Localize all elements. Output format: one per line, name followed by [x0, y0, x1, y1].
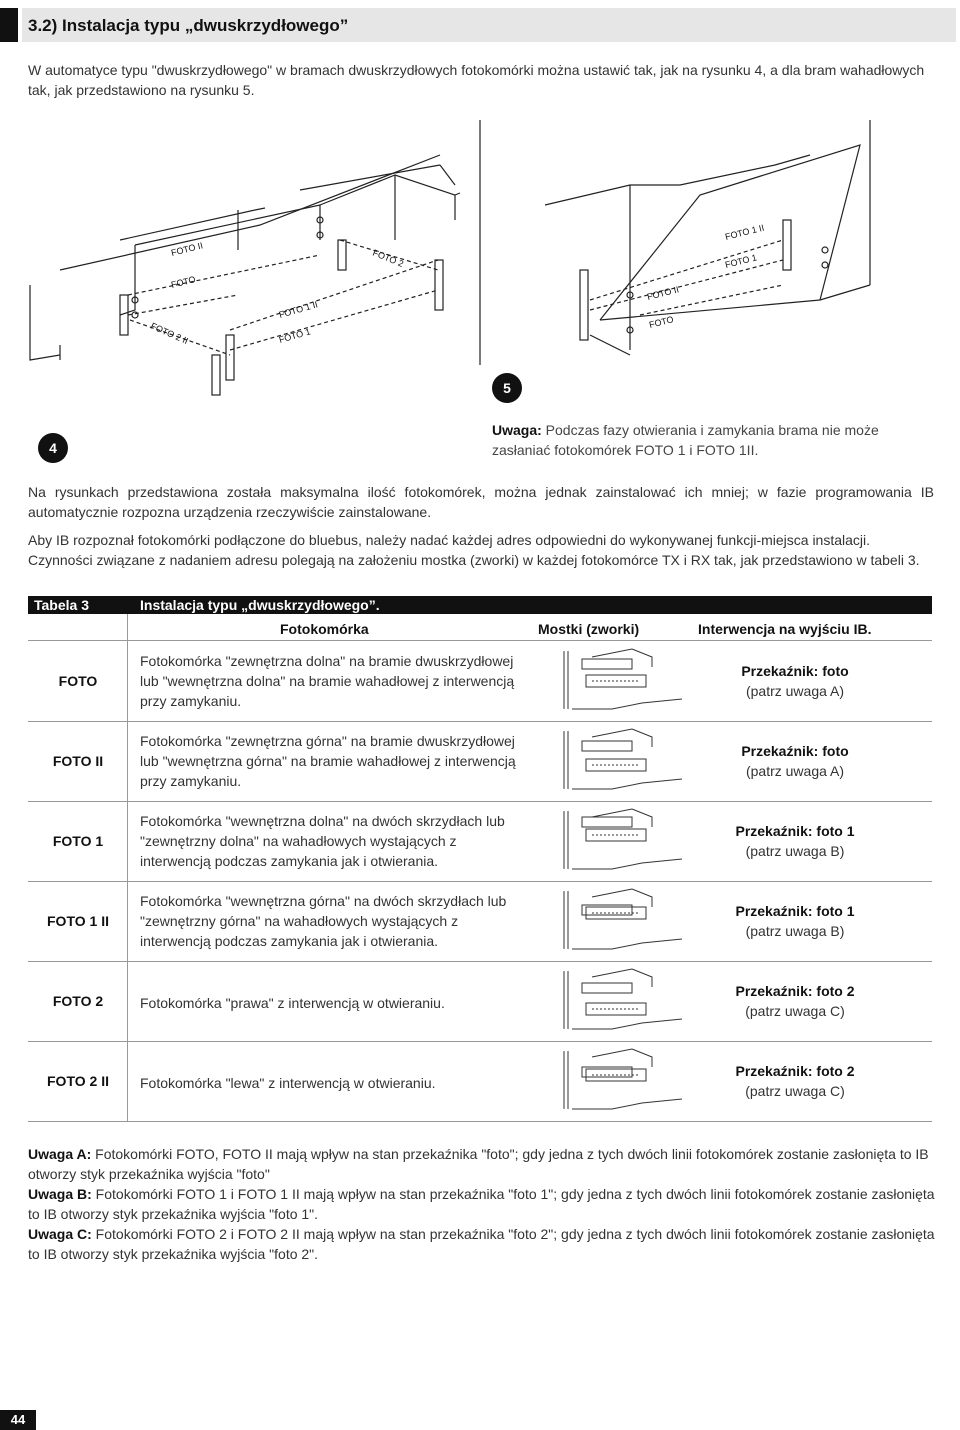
fig5-label-foto-1-ii: FOTO 1 II — [724, 222, 766, 242]
jumper-diagram — [552, 807, 692, 877]
body-paragraph-1: Na rysunkach przedstawiona została maksymalna ilość fotokomórek, można jednak zainstalować ich mniej; w fazie programowania IB automatycznie rozpozna urządzenia rzeczywiście zainstalowane. — [28, 484, 934, 520]
col-header-photocell: Fotokomórka — [280, 621, 369, 637]
note-c-text: Fotokomórki FOTO 2 i FOTO 2 II mają wpływ na stan przekaźnika "foto 2"; gdy jedna z tych dwóch linii fotokomórek zostanie zasłonięta to IB otworzy styk przekaźnika wyjścia "foto 2". — [28, 1226, 935, 1262]
relay-note-ref: (patrz uwaga A) — [745, 763, 845, 779]
row-rule — [28, 721, 932, 722]
fig5-label-foto: FOTO — [648, 314, 675, 330]
fig4-label-foto-2: FOTO 2 — [371, 247, 405, 269]
row-description: Fotokomórka "lewa" z interwencją w otwieraniu. — [140, 1075, 436, 1091]
note-b-text: Fotokomórki FOTO 1 i FOTO 1 II mają wpływ na stan przekaźnika "foto 1"; gdy jedna z tych dwóch linii fotokomórek zostanie zasłonięta to IB otworzy styk przekaźnika wyjścia "foto 1". — [28, 1186, 935, 1222]
row-relay — [680, 901, 910, 941]
jumper-diagram — [552, 967, 692, 1037]
row-photocell-name: FOTO 1 — [52, 833, 104, 849]
table-col-divider — [127, 614, 128, 1122]
row-photocell-name: FOTO 1 II — [47, 913, 109, 929]
row-rule — [28, 1121, 932, 1122]
fig4-label-foto: FOTO — [170, 274, 197, 290]
jumper-diagram — [552, 727, 692, 797]
notes-block — [28, 1144, 936, 1264]
fig4-label-foto-1: FOTO 1 — [277, 326, 312, 345]
relay-label: Przekaźnik: foto — [741, 743, 849, 759]
section-marker — [0, 8, 18, 42]
installation-figures — [0, 110, 960, 470]
note-a-label: Uwaga A: — [28, 1146, 92, 1162]
note-b — [28, 1184, 936, 1224]
fig4-label-foto-ii: FOTO II — [170, 240, 204, 258]
jumper-diagram — [552, 1047, 692, 1117]
table-title-bar — [28, 596, 932, 614]
row-description: Fotokomórka "zewnętrzna górna" na bramie dwuskrzydłowej lub "wewnętrzna górna" na bramie wahadłowej z interwencją przy zamykaniu. — [140, 733, 516, 789]
relay-label: Przekaźnik: foto 2 — [735, 983, 855, 999]
relay-note-ref: (patrz uwaga C) — [745, 1083, 845, 1099]
row-rule — [28, 801, 932, 802]
fig5-label-foto-1: FOTO 1 — [724, 252, 758, 270]
row-relay — [680, 661, 910, 701]
row-photocell-name: FOTO 2 II — [47, 1073, 109, 1089]
note-a-text: Fotokomórki FOTO, FOTO II mają wpływ na stan przekaźnika "foto"; gdy jedna z tych dwóch linii fotokomórek zostanie zasłonięta to IB otworzy styk przekaźnika wyjścia "foto" — [28, 1146, 929, 1182]
figure-4-drawing — [30, 155, 460, 395]
row-rule — [28, 961, 932, 962]
relay-label: Przekaźnik: foto 1 — [735, 823, 855, 839]
figure-5-note-label: Uwaga: — [492, 422, 542, 438]
relay-note-ref: (patrz uwaga A) — [745, 683, 845, 699]
row-description: Fotokomórka "wewnętrzna górna" na dwóch skrzydłach lub "zewnętrzny górna" na wahadłowych wystających z interwencją podczas zamykania jak i otwierania. — [140, 893, 507, 949]
note-c-label: Uwaga C: — [28, 1226, 92, 1242]
row-description: Fotokomórka "wewnętrzna dolna" na dwóch skrzydłach lub "zewnętrzny dolna" na wahadłowych wystających z interwencją podczas zamykania jak i otwierania. — [140, 813, 505, 869]
body-paragraph-2: Aby IB rozpoznał fotokomórki podłączone do bluebus, należy nadać każdej adres odpowiedni do wykonywanej funkcji-miejsca instalacji. — [28, 532, 871, 548]
row-photocell-name: FOTO 2 — [52, 993, 104, 1009]
note-b-label: Uwaga B: — [28, 1186, 92, 1202]
header-rule — [28, 640, 932, 641]
row-photocell-name: FOTO — [58, 673, 98, 689]
note-a — [28, 1144, 936, 1184]
page-number: 44 — [0, 1410, 36, 1430]
row-relay — [680, 1061, 910, 1101]
row-relay — [680, 741, 910, 781]
fig4-label-foto-1-ii: FOTO 1 II — [277, 299, 319, 320]
fig4-label-foto-2-ii: FOTO 2 II — [149, 320, 190, 347]
col-header-jumpers: Mostki (zworki) — [538, 621, 640, 637]
col-header-output: Interwencja na wyjściu IB. — [698, 621, 872, 637]
figure-4-number: 4 — [38, 433, 68, 463]
body-paragraph-3: Czynności związane z nadaniem adresu polegają na założeniu mostka (zworki) w każdej fotokomórce TX i RX tak, jak przedstawiono w tabeli 3. — [28, 552, 920, 568]
intro-paragraph: W automatyce typu "dwuskrzydłowego" w bramach dwuskrzydłowych fotokomórki można ustawić tak, jak na rysunku 4, a dla bram wahadłowych tak, jak przedstawiono na rysunku 5. — [28, 62, 925, 98]
relay-note-ref: (patrz uwaga B) — [745, 923, 845, 939]
figure-5-note-text: Podczas fazy otwierania i zamykania brama nie może zasłaniać fotokomórek FOTO 1 i FOTO 1II. — [492, 422, 879, 458]
row-photocell-name: FOTO II — [52, 753, 104, 769]
figure-5-drawing — [480, 120, 870, 365]
relay-label: Przekaźnik: foto — [741, 663, 849, 679]
note-c — [28, 1224, 936, 1264]
figure-5-note — [492, 420, 912, 460]
row-rule — [28, 881, 932, 882]
relay-label: Przekaźnik: foto 2 — [735, 1063, 855, 1079]
relay-note-ref: (patrz uwaga B) — [745, 843, 845, 859]
row-relay — [680, 821, 910, 861]
row-relay — [680, 981, 910, 1021]
row-description: Fotokomórka "zewnętrzna dolna" na bramie dwuskrzydłowej lub "wewnętrzna dolna" na bramie wahadłowej z interwencją przy zamykaniu. — [140, 653, 515, 709]
fig5-label-foto-ii: FOTO II — [646, 284, 680, 302]
jumper-diagram — [552, 887, 692, 957]
relay-label: Przekaźnik: foto 1 — [735, 903, 855, 919]
jumper-diagram — [552, 647, 692, 717]
table-label: Tabela 3 — [34, 597, 89, 613]
row-rule — [28, 1041, 932, 1042]
relay-note-ref: (patrz uwaga C) — [745, 1003, 845, 1019]
row-description: Fotokomórka "prawa" z interwencją w otwieraniu. — [140, 995, 445, 1011]
figure-5-number: 5 — [492, 373, 522, 403]
section-title: 3.2) Instalacja typu „dwuskrzydłowego” — [28, 16, 349, 35]
table-title: Instalacja typu „dwuskrzydłowego”. — [140, 597, 380, 613]
